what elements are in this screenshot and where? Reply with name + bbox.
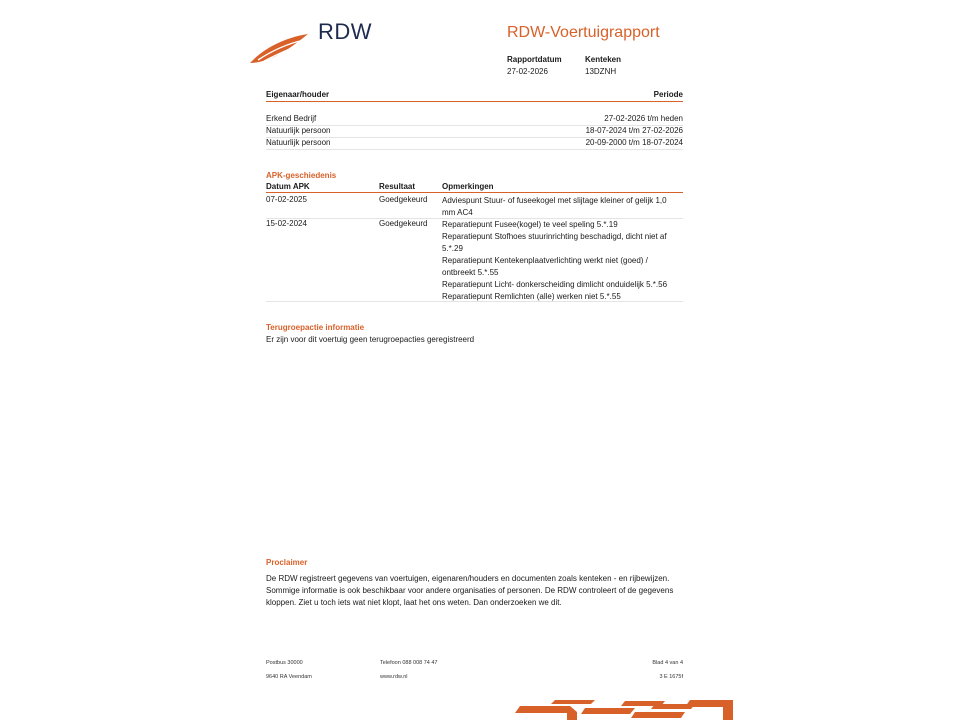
footer-postbus: Postbus 30000 bbox=[266, 660, 303, 666]
owners-header-right: Periode bbox=[653, 90, 683, 99]
footer-city: 9640 RA Veendam bbox=[266, 674, 312, 680]
disclaimer-line: Sommige informatie is ook beschikbaar voor andere organisaties of personen. De RDW controleert of de gegevens bbox=[266, 586, 674, 595]
owner-type: Erkend Bedrijf bbox=[266, 114, 317, 123]
owner-row bbox=[266, 114, 683, 126]
apk-remark-line: Reparatiepunt Remlichten (alle) werken niet 5.*.55 bbox=[442, 292, 621, 301]
report-date-label: Rapportdatum bbox=[507, 55, 562, 64]
apk-date: 15-02-2024 bbox=[266, 219, 307, 228]
owner-period: 20-09-2000 t/m 18-07-2024 bbox=[585, 138, 683, 147]
owners-header bbox=[266, 90, 683, 102]
owner-type: Natuurlijk persoon bbox=[266, 138, 331, 147]
report-title: RDW-Voertuigrapport bbox=[507, 24, 660, 41]
apk-remark-line: Reparatiepunt Licht- donkerscheiding dimlicht onduidelijk 5.*.56 bbox=[442, 280, 668, 289]
plate-value: 13DZNH bbox=[585, 67, 617, 76]
plate-block bbox=[585, 55, 621, 76]
recall-text: Er zijn voor dit voertuig geen terugroepacties geregistreerd bbox=[266, 335, 475, 344]
plate-label: Kenteken bbox=[585, 55, 622, 64]
footer-website[interactable]: www.rdw.nl bbox=[380, 674, 408, 680]
disclaimer-line: kloppen. Ziet u toch iets wat niet klopt, laat het ons weten. Dan onderzoeken we dit. bbox=[266, 598, 562, 607]
apk-table-header bbox=[266, 182, 683, 193]
owners-header-left: Eigenaar/houder bbox=[266, 90, 330, 99]
owner-row bbox=[266, 138, 683, 150]
footer-phone: Telefoon 088 008 74 47 bbox=[380, 660, 438, 666]
apk-title: APK-geschiedenis bbox=[266, 171, 337, 180]
footer-page-number: Blad 4 van 4 bbox=[652, 660, 683, 666]
owner-type: Natuurlijk persoon bbox=[266, 126, 331, 135]
apk-result: Goedgekeurd bbox=[379, 195, 428, 204]
apk-remark-line: mm AC4 bbox=[442, 208, 473, 217]
owner-period: 18-07-2024 t/m 27-02-2026 bbox=[585, 126, 683, 135]
apk-remark-line: Reparatiepunt Stofhoes stuurinrichting beschadigd, dicht niet af bbox=[442, 232, 667, 241]
owner-period: 27-02-2026 t/m heden bbox=[604, 114, 683, 123]
apk-row bbox=[266, 193, 683, 219]
footer-code: 3 E 1675f bbox=[659, 674, 683, 680]
apk-remark-line: Reparatiepunt Fusee(kogel) te veel speling 5.*.19 bbox=[442, 220, 618, 229]
apk-remarks bbox=[442, 195, 672, 219]
apk-remark-line: ontbreekt 5.*.55 bbox=[442, 268, 499, 277]
report-date-value: 27-02-2026 bbox=[507, 67, 548, 76]
apk-remarks bbox=[442, 219, 672, 303]
recall-title: Terugroepactie informatie bbox=[266, 323, 365, 332]
rdw-wing-icon bbox=[248, 30, 310, 66]
report-date-block bbox=[507, 55, 562, 76]
owner-row bbox=[266, 126, 683, 138]
apk-remark-line: Reparatiepunt Kentekenplaatverlichting werkt niet (goed) / bbox=[442, 256, 648, 265]
apk-result: Goedgekeurd bbox=[379, 219, 428, 228]
disclaimer-title: Proclaimer bbox=[266, 558, 308, 567]
apk-col-result: Resultaat bbox=[379, 182, 416, 191]
apk-col-remarks: Opmerkingen bbox=[442, 182, 494, 191]
apk-col-date: Datum APK bbox=[266, 182, 310, 191]
disclaimer-text bbox=[266, 573, 686, 609]
apk-row bbox=[266, 217, 683, 302]
apk-remark-line: Adviespunt Stuur- of fuseekogel met slijtage kleiner of gelijk 1,0 bbox=[442, 196, 667, 205]
rdw-logo-text: RDW bbox=[318, 19, 373, 44]
rdw-stripe-decoration-icon bbox=[515, 698, 735, 720]
apk-remark-line: 5.*.29 bbox=[442, 244, 463, 253]
apk-date: 07-02-2025 bbox=[266, 195, 307, 204]
disclaimer-line: De RDW registreert gegevens van voertuigen, eigenaren/houders en documenten zoals kenteken - en rijbewijzen. bbox=[266, 574, 670, 583]
